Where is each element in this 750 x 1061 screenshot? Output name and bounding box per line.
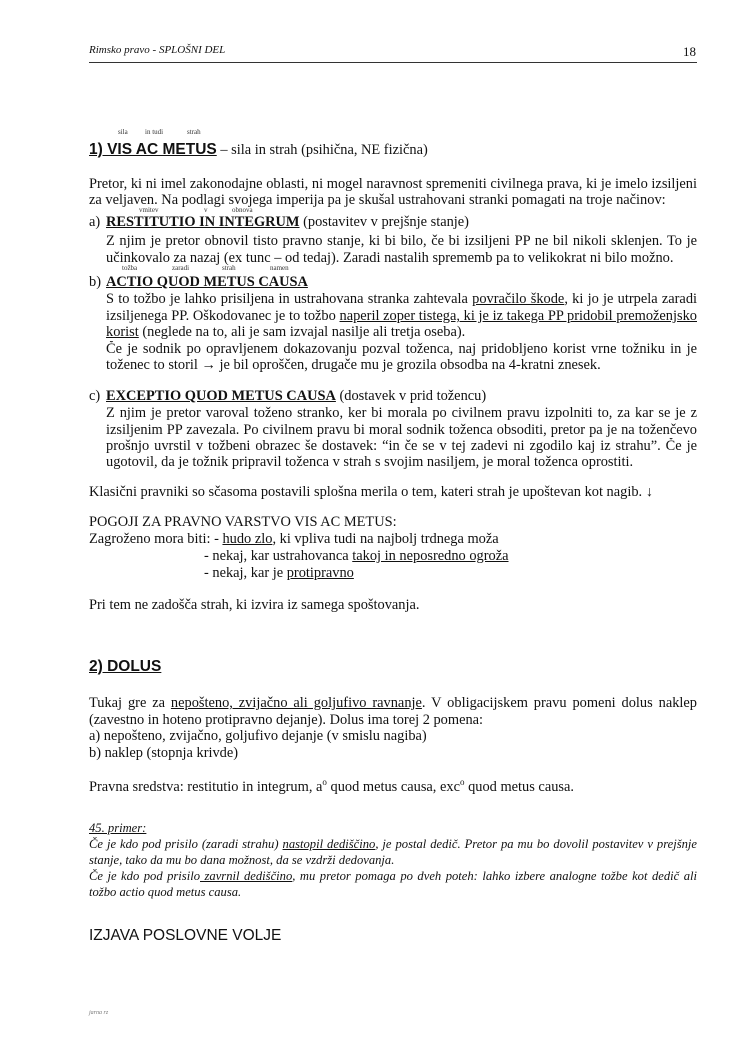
text-line: [89, 836, 697, 853]
text-segment: učinkovalo za nazaj (ex tunc – od tedaj). Zaradi nastalih sprememb pa to velikokrat ni bilo možno.: [106, 250, 674, 266]
text-segment: toženec to storil → je bil oproščen, drugače mu je grozila obsodba na 4-kratni znesek.: [106, 357, 601, 373]
text-line: [106, 454, 633, 471]
text-segment: Če je kdo pod prisilo (zaradi strahu): [89, 837, 283, 851]
text-segment: a) nepošteno, zvijačno, goljufivo dejanje (v smislu nagiba): [89, 728, 427, 744]
text-line: [106, 291, 697, 308]
text-segment: quod metus causa.: [464, 778, 574, 795]
gloss-annotation: vmitev: [139, 206, 159, 214]
text-segment: 1) VIS AC METUS: [89, 141, 217, 158]
text-segment: Če je kdo pod prisilo: [89, 869, 201, 883]
text-segment: ugotovil, da je tožnik pripravil toženca v strah s svojim nasiljem, je moral toženca oprostiti.: [106, 454, 634, 470]
underlined-text: hudo zlo: [222, 531, 273, 547]
text-segment: Pretor, ki ni imel zakonodajne oblasti, ni mogel naravnost spremeniti civilnega prava, ki je imelo izsiljeni: [89, 176, 697, 192]
text-line: [89, 728, 427, 745]
underlined-text: 45. primer:: [89, 821, 147, 835]
text-segment: (postavitev v prejšnje stanje): [299, 214, 469, 230]
text-segment: b): [89, 274, 101, 290]
underlined-text: povračilo škode: [472, 291, 565, 307]
text-segment: tožbo actio quod metus causa.: [89, 885, 242, 899]
text-line: [89, 597, 419, 614]
page-number: 18: [683, 44, 696, 59]
underlined-text: naperil zoper tistega, ki je iz takega PP pridobil premoženjsko: [339, 308, 697, 324]
text-line: [204, 565, 354, 582]
gloss-annotation: obnova: [232, 206, 253, 214]
text-segment: (neglede na to, ali je sam izvajal nasilje ali tretja oseba).: [138, 324, 466, 340]
gloss-annotation: tožba: [122, 264, 138, 272]
text-line: [106, 233, 697, 250]
text-line: [106, 357, 601, 374]
text-segment: o: [322, 777, 327, 787]
text-line: [106, 388, 486, 405]
text-line: [89, 176, 697, 193]
text-segment: Tukaj gre za: [89, 695, 171, 711]
text-segment: Z njim je pretor obnovil tisto pravno stanje, ki bi bilo, če bi izsiljeni PP ne bil nikoli sklenjen. To je: [106, 233, 697, 249]
text-segment: , ki vpliva tudi na najbolj trdnega moža: [272, 531, 499, 547]
text-segment: Zagroženo mora biti: -: [89, 531, 223, 547]
text-segment: POGOJI ZA PRAVNO VARSTVO VIS AC METUS:: [89, 514, 397, 530]
footer-text: jarna rz: [89, 1010, 109, 1016]
gloss-annotation: sila: [118, 128, 128, 136]
text-line: [89, 868, 697, 885]
text-line: [89, 852, 394, 869]
section-heading: [89, 658, 161, 676]
text-segment: izsiljenega PP. Oškodovanec je to tožbo: [106, 308, 340, 324]
text-segment: (dostavek v prid tožencu): [335, 388, 487, 404]
text-line: [89, 192, 666, 209]
text-segment: . V obligacijskem pravu pomeni dolus naklep: [421, 695, 697, 711]
text-segment: , mu pretor pomaga po dveh poteh: lahko izbere analogne tožbe kot dedič ali: [292, 869, 697, 883]
text-line: [89, 388, 100, 405]
text-segment: - nekaj, kar je: [204, 565, 287, 581]
text-segment: , je postal dedič. Pretor pa mu bo dovolil postavitev v prejšnje: [375, 837, 697, 851]
text-line: [106, 274, 308, 291]
text-line: [106, 405, 697, 422]
text-segment: o: [459, 777, 465, 787]
text-line: [89, 745, 238, 762]
text-line: [106, 324, 465, 341]
section-heading: [89, 141, 428, 159]
text-line: [89, 484, 653, 501]
underlined-text: nastopil dediščino: [282, 837, 376, 851]
running-header-title: Rimsko pravo - SPLOŠNI DEL: [89, 44, 226, 56]
text-line: [106, 250, 673, 267]
text-line: [89, 214, 100, 231]
text-segment: Pravna sredstva: restitutio in integrum, a: [89, 778, 323, 795]
gloss-annotation: namen: [270, 264, 289, 272]
section-heading: [89, 927, 281, 944]
text-line: [89, 884, 241, 901]
text-segment: a): [89, 214, 101, 230]
text-segment: , ki jo je utrpela zaradi: [564, 291, 697, 307]
underlined-text: nepošteno, zvijačno ali goljufivo ravnanje: [170, 695, 422, 711]
underlined-text: ACTIO QUOD METUS CAUSA: [106, 274, 308, 290]
text-line: [204, 548, 509, 565]
text-segment: za veljaven. Na podlagi svojega imperija pa je skušal ustrahovani stranki pomagati na troje načinov:: [89, 192, 666, 208]
text-segment: prošnjo uvrstil v tožbeni obrazec še dostavek: “in če se v tej zadevi ni zgodilo kaj iz strahu”. Če je: [106, 438, 697, 454]
text-line: [89, 712, 483, 729]
gloss-annotation: in tudi: [145, 128, 164, 136]
text-segment: - nekaj, kar ustrahovanca: [204, 548, 353, 564]
text-line: [89, 274, 101, 291]
text-line: [89, 514, 397, 531]
text-segment: izsiljenim PP zavezala. Po civilnem pravu bi moral sodnik toženca obsoditi, pretor pa je na toženčevo: [106, 422, 697, 438]
underlined-text: RESTITUTIO IN INTEGRUM: [106, 214, 300, 230]
text-line: [89, 531, 499, 548]
text-segment: Klasični pravniki so sčasoma postavili splošna merila o tem, kateri strah je upoštevan kot nagib. ↓: [89, 484, 653, 500]
text-segment: Z njim je pretor varoval toženo stranko, ker bi morala po civilnem pravu izpolniti to, za kar se je z: [106, 405, 697, 421]
text-line: [106, 214, 469, 231]
text-segment: Pri tem ne zadošča strah, ki izvira iz samega spoštovanja.: [89, 597, 420, 613]
text-segment: S to tožbo je lahko prisiljena in ustrahovana stranka zahtevala: [106, 291, 473, 307]
text-line: [89, 820, 146, 837]
text-segment: b) naklep (stopnja krivde): [89, 745, 239, 761]
text-segment: quod metus causa, exc: [326, 778, 460, 795]
text-line: [106, 438, 697, 455]
gloss-annotation: zaradi: [172, 264, 190, 272]
text-segment: – sila in strah (psihična, NE fizična): [216, 142, 428, 158]
gloss-annotation: strah: [222, 264, 236, 272]
header-divider: [89, 62, 697, 63]
gloss-annotation: strah: [187, 128, 201, 136]
gloss-annotation: v: [204, 206, 208, 214]
underlined-text: korist: [106, 324, 139, 340]
text-segment: stanje, tako da mu bo dana možnost, da se vzdrži dedovanja.: [89, 853, 395, 867]
text-line: [106, 341, 697, 358]
underlined-text: protipravno: [286, 565, 354, 581]
text-segment: IZJAVA POSLOVNE VOLJE: [89, 927, 282, 944]
text-line: [106, 422, 697, 439]
underlined-text: EXCEPTIO QUOD METUS CAUSA: [106, 388, 336, 404]
text-segment: c): [89, 388, 101, 404]
underlined-text: takoj in neposredno ogroža: [352, 548, 509, 564]
underlined-text: zavrnil dediščino: [200, 869, 293, 883]
text-segment: Če je sodnik po opravljenem dokazovanju pozval toženca, naj pridobljeno korist vrne tožniku in je: [106, 341, 697, 357]
text-line: [106, 308, 697, 325]
text-line: [89, 695, 697, 712]
text-line: [89, 774, 574, 796]
text-segment: 2) DOLUS: [89, 658, 162, 675]
text-segment: (zavestno in hoteno protipravno dejanje). Dolus ima torej 2 pomena:: [89, 712, 484, 728]
